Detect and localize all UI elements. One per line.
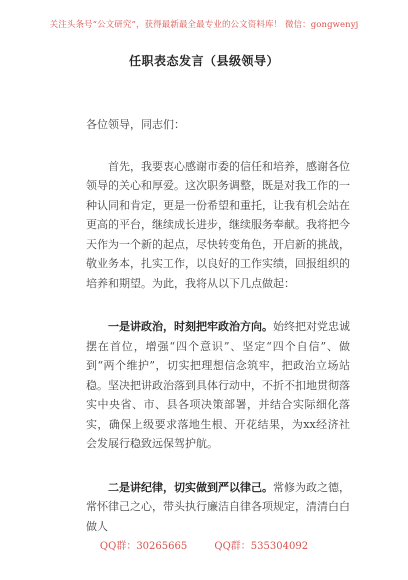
salutation: 各位领导，同志们： [86,118,185,131]
paragraph-politics-text: 始终把对党忠诚摆在首位，增强“四个意识”、坚定“四个自信”、做到“两个维护”，切实把理想信念筑牢，把政治立场站稳。坚决把讲政治落到具体行动中，不折不扣地贯彻落实中央省、市、县各项决策部署，并结合实际细化落实，确保上级要求落地生根、开花结果，为xx经济社会发展行稳致远保驾护航。 [86,320,350,450]
footer-qq-group-1: QQ群：30265665 [99,541,188,552]
document-body [86,115,350,536]
document-title: 任职表态发言（县级领导） [128,54,279,68]
paragraph-discipline [86,478,350,537]
footer-qq-note [0,537,408,552]
paragraph-intro: 首先，我要衷心感谢市委的信任和培养，感谢各位领导的关心和厚爱。这次职务调整，既是对我工作的一种认同和肯定，更是一份希望和重托，让我有机会站在更高的平台，继续成长进步，继续服务奉献。我将把今天作为一个新的起点，尽快转变角色，开启新的挑战，敬业务本，扎实工作，以良好的工作实绩，回报组织的培养和期望。为此，我将从以下几点做起： [86,159,350,290]
paragraph-discipline-heading: 二是讲纪律，切实做到严以律己。 [108,480,273,494]
paragraph-politics [86,317,350,454]
header-promo-note: 关注头条号“公文研究”，获得最新最全最专业的公文资料库！ 微信：gongwenyj [49,20,359,30]
paragraph-discipline-text: 常修为政之德，常怀律己之心，带头执行廉洁自律各项规定，清清白白做人 [86,480,350,533]
paragraph-politics-heading: 一是讲政治，时刻把牢政治方向。 [108,320,273,333]
footer-qq-group-2: QQ群：535304092 [214,541,309,552]
